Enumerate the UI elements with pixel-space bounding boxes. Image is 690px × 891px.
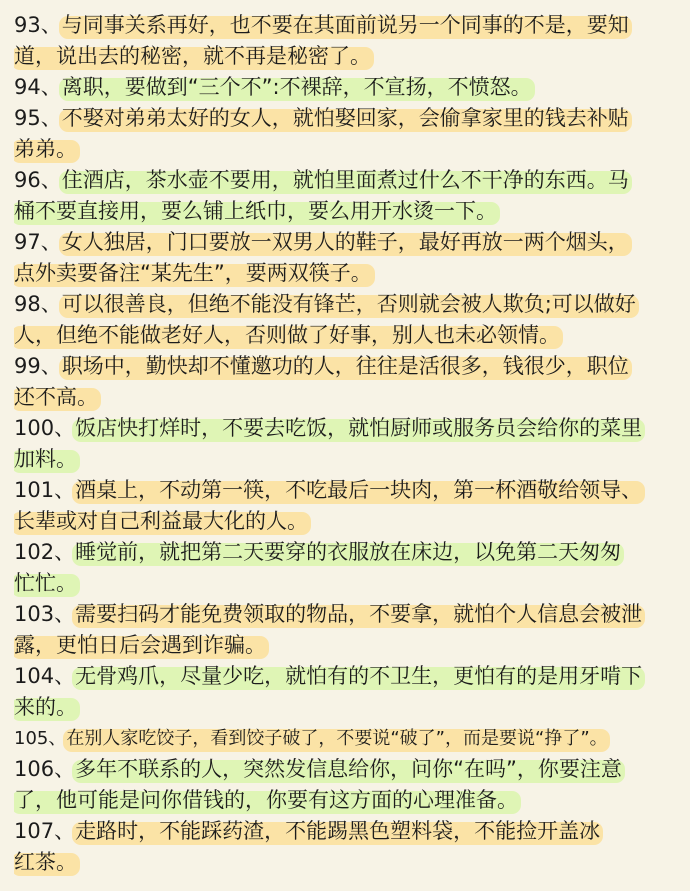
item-text: 女人独居，门口要放一双男人的鞋子，最好再放一两个烟头， <box>61 230 629 254</box>
item-number: 105、 <box>14 728 67 749</box>
item-text: 露，更怕日后会遇到诈骗。 <box>14 633 266 657</box>
list-item <box>14 103 676 165</box>
item-line <box>14 41 676 72</box>
list-item <box>14 754 676 816</box>
item-number: 99、 <box>14 354 62 378</box>
item-text: 了，他可能是问你借钱的，你要有这方面的心理准备。 <box>14 788 518 812</box>
item-line <box>14 692 676 723</box>
item-text: 职场中，勤快却不懂邀功的人，往往是活很多，钱很少，职位 <box>61 354 629 378</box>
item-number: 93、 <box>14 13 62 37</box>
list-item <box>14 351 676 413</box>
item-line <box>14 10 676 41</box>
item-text: 不娶对弟弟太好的女人，就怕娶回家，会偷拿家里的钱去补贴 <box>61 106 629 130</box>
list-item <box>14 72 676 103</box>
list-item <box>14 289 676 351</box>
item-line <box>14 537 676 568</box>
list-item <box>14 10 676 72</box>
item-line <box>14 630 676 661</box>
item-line <box>14 320 676 351</box>
item-text: 红茶。 <box>14 850 77 874</box>
list-item <box>14 816 676 878</box>
item-text: 与同事关系再好，也不要在其面前说另一个同事的不是，要知 <box>61 13 629 37</box>
item-text: 长辈或对自己利益最大化的人。 <box>14 509 308 533</box>
item-number: 95、 <box>14 106 62 130</box>
item-number: 98、 <box>14 292 62 316</box>
item-text: 饭店快打烊时，不要去吃饭，就怕厨师或服务员会给你的菜里 <box>75 416 643 440</box>
list-item <box>14 723 676 754</box>
item-text: 来的。 <box>14 695 77 719</box>
item-line <box>14 258 676 289</box>
item-line <box>14 413 676 444</box>
item-line <box>14 475 676 506</box>
item-number: 97、 <box>14 230 62 254</box>
item-text: 离职，要做到“三个不”:不裸辞，不宣扬，不愤怒。 <box>61 75 532 99</box>
item-text: 住酒店，茶水壶不要用，就怕里面煮过什么不干净的东西。马 <box>61 168 629 192</box>
item-text: 忙忙。 <box>14 571 77 595</box>
item-line <box>14 165 676 196</box>
item-line <box>14 847 676 878</box>
item-number: 94、 <box>14 75 62 99</box>
item-text: 桶不要直接用，要么铺上纸巾，要么用开水烫一下。 <box>14 199 497 223</box>
item-text: 可以很善良，但绝不能没有锋芒，否则就会被人欺负;可以做好 <box>61 292 636 316</box>
item-line <box>14 134 676 165</box>
item-text: 在别人家吃饺子，看到饺子破了，不要说“破了”，而是要说“挣了”。 <box>66 728 608 749</box>
item-number: 96、 <box>14 168 62 192</box>
item-number: 104、 <box>14 664 76 688</box>
item-number: 106、 <box>14 757 76 781</box>
item-text: 点外卖要备注“某先生”，要两双筷子。 <box>14 261 372 285</box>
item-text: 酒桌上，不动第一筷，不吃最后一块肉，第一杯酒敬给领导、 <box>75 478 643 502</box>
item-line <box>14 661 676 692</box>
item-text: 还不高。 <box>14 385 98 409</box>
item-number: 101、 <box>14 478 76 502</box>
item-text: 多年不联系的人，突然发信息给你，问你“在吗”，你要注意 <box>75 757 622 781</box>
item-line <box>14 103 676 134</box>
item-number: 102、 <box>14 540 76 564</box>
item-line <box>14 754 676 785</box>
item-line <box>14 382 676 413</box>
item-number: 100、 <box>14 416 76 440</box>
item-text: 人，但绝不能做老好人，否则做了好事，别人也未必领情。 <box>14 323 560 347</box>
list-item <box>14 475 676 537</box>
item-number: 107、 <box>14 819 76 843</box>
list-item <box>14 537 676 599</box>
item-line <box>14 785 676 816</box>
list-item <box>14 165 676 227</box>
item-line <box>14 227 676 258</box>
item-line <box>14 196 676 227</box>
list-item <box>14 413 676 475</box>
item-number: 103、 <box>14 602 76 626</box>
item-text: 睡觉前，就把第二天要穿的衣服放在床边，以免第二天匆匆 <box>75 540 622 564</box>
item-line <box>14 506 676 537</box>
item-line <box>14 568 676 599</box>
item-line <box>14 72 676 103</box>
list-item <box>14 599 676 661</box>
item-line <box>14 444 676 475</box>
item-text: 弟弟。 <box>14 137 77 161</box>
item-line <box>14 599 676 630</box>
item-text: 无骨鸡爪，尽量少吃，就怕有的不卫生，更怕有的是用牙啃下 <box>75 664 643 688</box>
item-line <box>14 351 676 382</box>
item-text: 需要扫码才能免费领取的物品，不要拿，就怕个人信息会被泄 <box>75 602 643 626</box>
list-item <box>14 661 676 723</box>
item-text: 走路时，不能踩药渣，不能踢黑色塑料袋，不能捡开盖冰 <box>75 819 601 843</box>
item-text: 加料。 <box>14 447 77 471</box>
item-line <box>14 816 676 847</box>
item-text: 道，说出去的秘密，就不再是秘密了。 <box>14 44 371 68</box>
list-item <box>14 227 676 289</box>
item-line <box>14 289 676 320</box>
item-line <box>14 723 676 754</box>
